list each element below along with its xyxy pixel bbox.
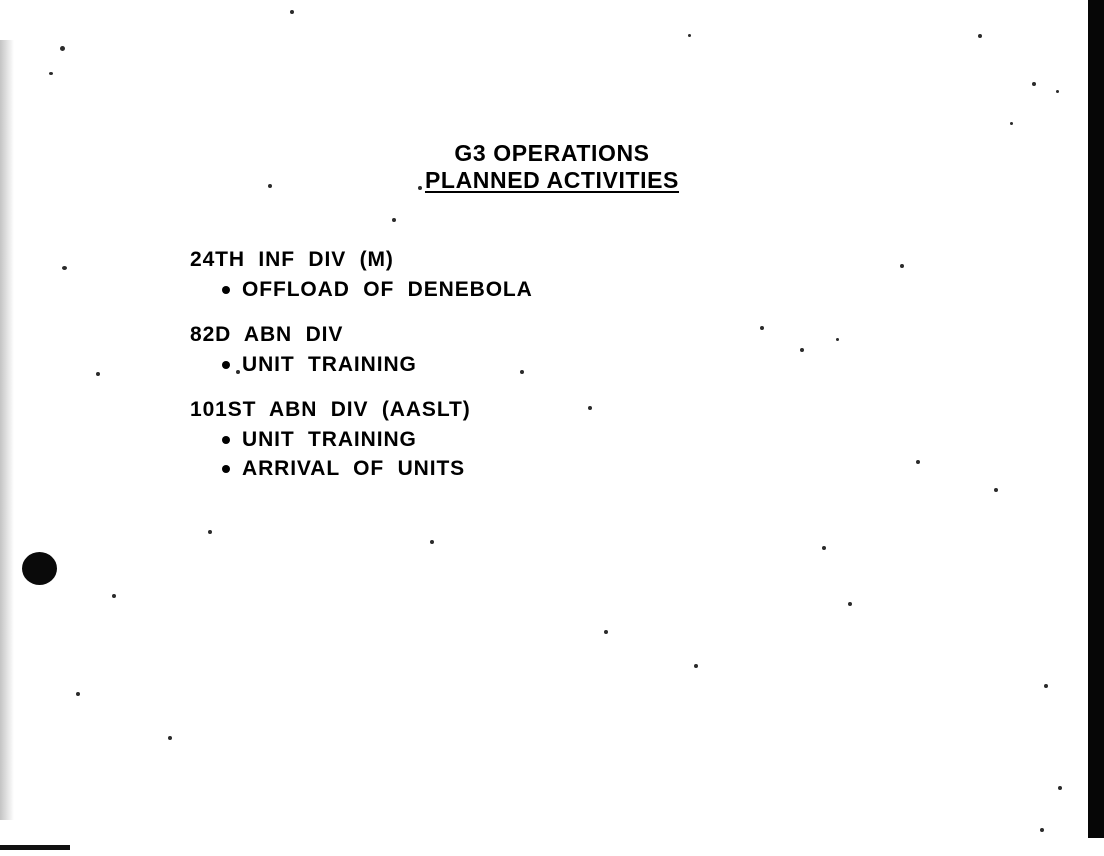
unit-heading: 101ST ABN DIV (AASLT) bbox=[190, 397, 471, 421]
unit-group bbox=[190, 323, 890, 380]
list-item bbox=[242, 455, 890, 484]
list-item-label: ARRIVAL OF UNITS bbox=[242, 456, 466, 480]
title-line-2: PLANNED ACTIVITIES bbox=[424, 166, 680, 193]
list-item bbox=[242, 351, 890, 380]
bullet-icon bbox=[222, 436, 230, 444]
activity-list bbox=[190, 426, 890, 484]
unit-group bbox=[190, 398, 890, 484]
activity-list bbox=[190, 276, 890, 305]
list-item bbox=[242, 276, 890, 305]
activity-list bbox=[190, 351, 890, 380]
list-item-label: UNIT TRAINING bbox=[242, 352, 417, 376]
content-body bbox=[190, 248, 890, 502]
bullet-icon bbox=[222, 361, 230, 369]
unit-heading: 82D ABN DIV bbox=[190, 322, 344, 346]
bullet-icon bbox=[222, 465, 230, 473]
unit-group bbox=[190, 248, 890, 305]
list-item bbox=[242, 426, 890, 455]
list-item-label: UNIT TRAINING bbox=[242, 427, 417, 451]
page-title bbox=[0, 140, 1104, 193]
list-item-label: OFFLOAD OF DENEBOLA bbox=[242, 278, 533, 301]
bullet-icon bbox=[222, 286, 230, 294]
unit-heading: 24TH INF DIV (M) bbox=[190, 248, 394, 271]
title-line-1: G3 OPERATIONS bbox=[454, 140, 650, 166]
